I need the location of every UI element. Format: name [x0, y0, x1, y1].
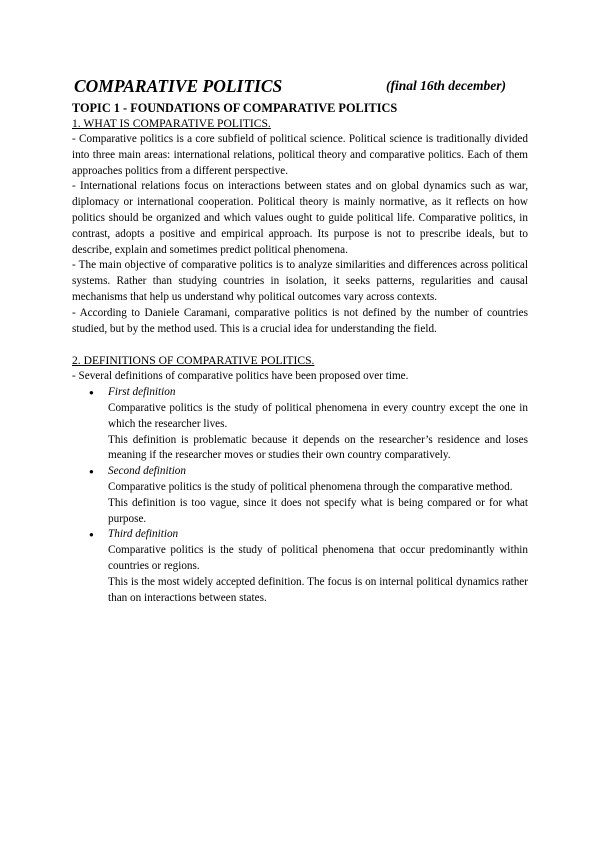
spacer — [72, 337, 528, 353]
section-1-heading: 1. WHAT IS COMPARATIVE POLITICS. — [72, 117, 271, 130]
definition-item — [72, 527, 528, 606]
definition-label: Third definition — [108, 528, 179, 541]
topic-heading: TOPIC 1 - FOUNDATIONS OF COMPARATIVE POLITICS — [72, 101, 398, 115]
title-row — [72, 76, 528, 100]
definition-label: Second definition — [108, 465, 186, 478]
title-note: (final 16th december) — [386, 78, 506, 93]
section-2-heading: 2. DEFINITIONS OF COMPARATIVE POLITICS. — [72, 354, 315, 368]
definition-text: Comparative politics is the study of political phenomena that occur predominantly within countries or regions. — [108, 544, 528, 572]
bullet-icon: ● — [89, 467, 94, 477]
section-1-paragraph: - The main objective of comparative politics is to analyze similarities and differences across political systems. Rather than studying countries in isolation, it seeks patterns, regularities and causal mechanisms that help us understand why political outcomes vary across contexts. — [72, 259, 528, 303]
document-title: COMPARATIVE POLITICS — [74, 76, 283, 96]
definition-item — [72, 385, 528, 464]
bullet-icon: ● — [89, 388, 94, 398]
definition-label: First definition — [108, 386, 176, 399]
definition-text: Comparative politics is the study of political phenomena through the comparative method. — [108, 480, 513, 493]
definitions-list — [72, 385, 528, 606]
definition-text: Comparative politics is the study of political phenomena in every country except the one in which the researcher lives. — [108, 401, 528, 430]
bullet-icon: ● — [89, 530, 94, 540]
definition-comment: This definition is problematic because it depends on the researcher’s residence and loses meaning if the researcher moves or studies their own country comparatively. — [108, 433, 528, 462]
section-1-paragraph: - Comparative politics is a core subfield of political science. Political science is traditionally divided into three main areas: international relations, political theory and comparative politics. Each of them approaches politics from a different perspective. — [72, 133, 528, 177]
definition-item — [72, 464, 528, 527]
section-2-intro: - Several definitions of comparative politics have been proposed over time. — [72, 370, 409, 383]
definition-comment: This is the most widely accepted definition. The focus is on internal political dynamics rather than on interactions between states. — [108, 575, 528, 604]
definition-comment: This definition is too vague, since it does not specify what is being compared or for what purpose. — [108, 496, 528, 525]
section-1-paragraph: - International relations focus on interactions between states and on global dynamics such as war, diplomacy or international cooperation. Political theory is mainly normative, as it reflects on how politics should be organized and which values ought to guide political life. Comparative politics, in contrast, adopts a positive and empirical approach. Its purpose is not to prescribe ideals, but to describe, explain and sometimes predict political phenomena. — [72, 180, 528, 256]
section-1-paragraph: - According to Daniele Caramani, comparative politics is not defined by the number of countries studied, but by the method used. This is a crucial idea for understanding the field. — [72, 306, 528, 335]
